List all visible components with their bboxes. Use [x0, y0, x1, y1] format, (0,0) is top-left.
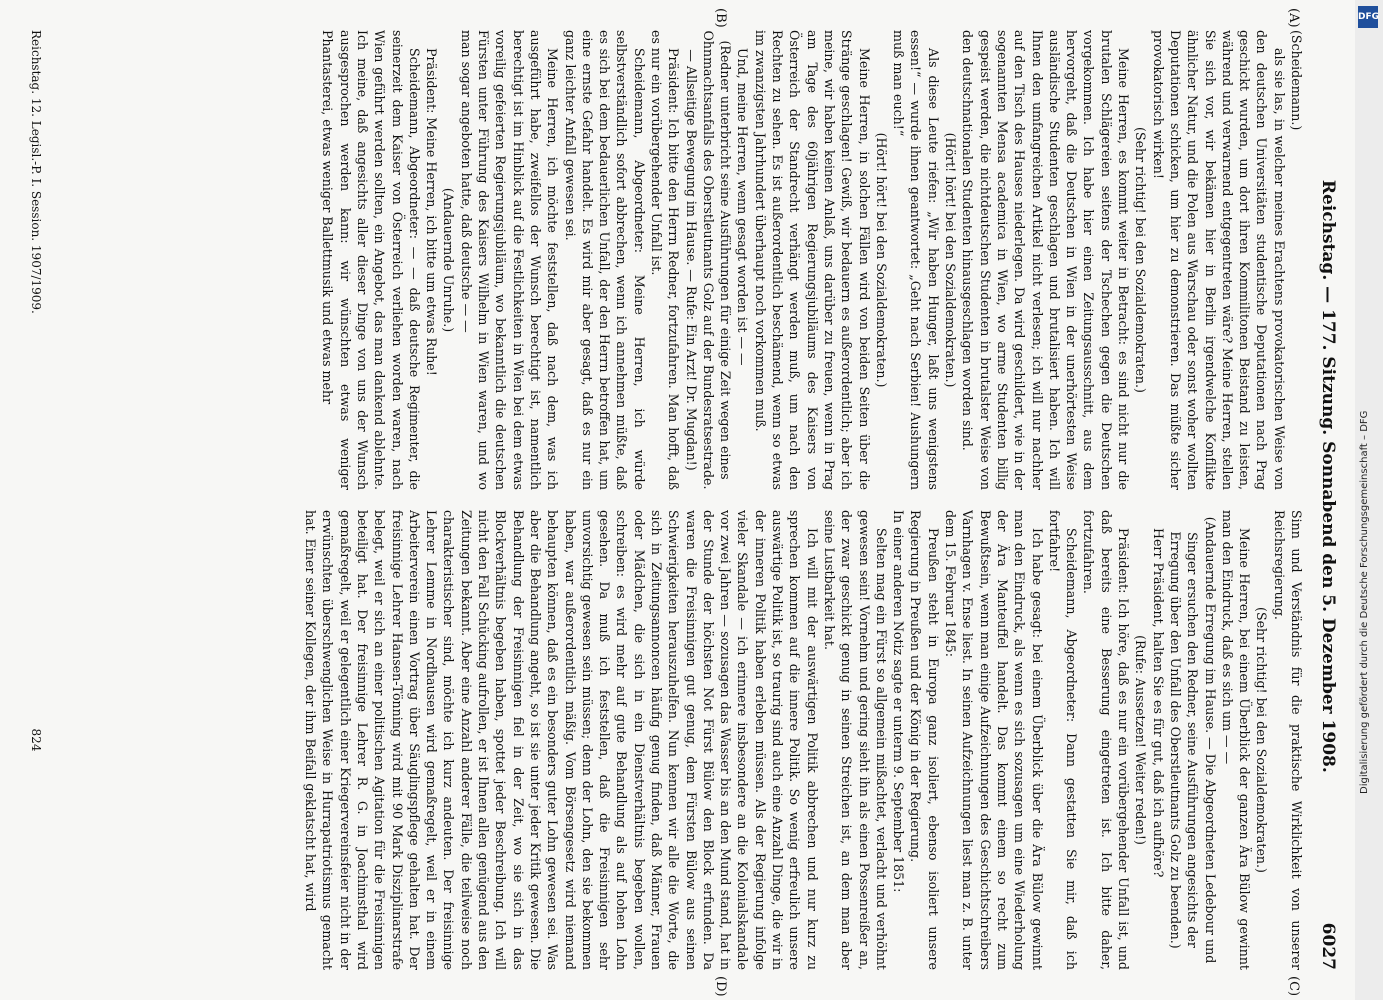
paragraph: als sie las, in welcher meines Erachtens provokatorischen Weise von den deutschen Universitäten studentische Deputationen nach Prag geschickt wurden, um dort ihren Kommilitonen Beistand zu leisten, während und verwarnend entgegentreten wäre? Meine Herren, stellen Sie sich vor, wir bekämen hier in Berlin irgendwelche Konflikte ähnlicher Natur, und die Polen aus Warschau oder sonst woher wollten Deputationen schicken, um hier zu demonstrieren. Das müßte sicher provokatorisch wirken! [1150, 30, 1287, 490]
interjection: (Andauernde Unruhe.) [441, 187, 457, 333]
paragraph: In einer anderen Notiz sagte er unterm 9. September 1851: [891, 510, 907, 893]
signature-number: 824 [29, 728, 43, 752]
speaker-paragraph: Scheidemann, Abgeordneter: Dann gestatten Sie mir, daß ich fortfahre! [1046, 510, 1080, 970]
paragraph: (Scheidemann.) [1289, 30, 1304, 131]
paragraph: Sinn und Verständnis für die praktische Wirklichkeit von unserer Reichsregierung. [1271, 510, 1304, 970]
speaker-paragraph: Scheidemann, Abgeordneter: — — daß deutsche Regimenter, die seinerzeit dem Kaiser von Österreich verliehen worden waren, nach Wien geführt werden sollten, ein Angebot, das man dankend ablehnte. Ich meine, daß angesichts aller dieser Dinge von uns der Wunsch ausgesprochen werden kann: wir wünschten etwas weniger Phantasterei, etwas weniger Ballettmusik und etwas mehr [320, 30, 422, 490]
paragraph: Und, meine Herren, wenn gesagt worden ist — — [735, 48, 751, 366]
paragraph: Meine Herren, ich möchte feststellen, daß nach dem, was ich ausgeführt habe, zweifellos der Wunsch berechtigt ist, namentlich berechtigt ist im Hinblick auf die Festlichkeiten in Wien bei dem etwas voreilig gefeierten Regierungsjubiläum, wo bekanntlich die deutschen Fürsten unter Führung des Kaisers Wilhelm in Wien waren, und wo man sogar angeboten hatte, daß deutsche — — [458, 30, 561, 490]
interjection: (Sehr richtig! bei den Sozialdemokraten.) [1254, 607, 1270, 873]
interjection: (Hört! hört! bei den Sozialdemokraten.) [873, 132, 889, 388]
paragraph: Meine Herren, es kommt weiter in Betracht: es sind nicht nur die brutalen Schlägereien seitens der Tschechen gegen die Deutschen vorgekommen. Ich habe hier einen Zeitungsausschnitt, aus dem hervorgeht, daß die Deutschen in Wien in der unerhörtesten Weise ausländische Studenten geschlagen und brutalisiert haben. Ich will Ihnen den umfangreichen Artikel nicht verlesen; ich will nur nachher auf den Tisch des Hauses niederlegen. Da wird geschildert, wie in der sogenannten Mensa academica in Wien, wo arme Studenten billig gespeist werden, die nichtdeutschen Studenten in brutalster Weise von den deutschnationalen Studenten hinausgeschlagen worden sind. [960, 30, 1132, 490]
president-remark: Präsident: Ich höre, daß es nur ein vorübergehender Unfall ist, und daß bereits eine Besserung eingetreten ist. Ich bitte daher, fortzufahren. [1081, 510, 1132, 970]
president-remark: Präsident: Meine Herren, ich bitte um etwas Ruhe! [424, 48, 440, 376]
quotation: Preußen steht in Europa ganz isoliert, ebenso isoliert unsere Regierung in Preußen und der König in der Regierung. [908, 510, 941, 970]
dfg-logo: DFG [1358, 6, 1378, 28]
stage-direction: (Redner unterbricht seine Ausführungen für einige Zeit wegen eines Ohnmachtsanfalls des Oberstleutnants Golz auf der Bundesratsestrade. — Allseitige Bewegung im Hause. — Rufe: Ein Arzt! Dr. Mugdan!) [683, 30, 734, 490]
margin-marker-b: (B) [713, 8, 728, 28]
paragraph: Meine Herren, bei einem Überblick der ganzen Ära Bülow gewinnt man den Eindruck, daß es sich um — — [1219, 510, 1253, 970]
president-remark: Präsident: Ich bitte den Herrn Redner, fortzufahren. Man hofft, daß es nur ein vorübergehender Unfall ist. [649, 30, 682, 490]
paragraph: Ich habe gesagt: bei einem Überblick über die Ära Bülow gewinnt man den Eindruck, als wenn es sich sozusagen um eine Wiederholung der Ära Manteuffel handelt. Das kommt einem so recht zum Bewußtsein, wenn man einige Aufzeichnungen des Geschichtschreibers Varnhagen v. Ense liest. In seinen Aufzeichnungen liest man z. B. unter dem 15. Februar 1845: [943, 510, 1045, 970]
paragraph: Herr Präsident, halten Sie es für gut, daß ich aufhöre? [1150, 528, 1166, 878]
interjection: (Hört! hört! bei den Sozialdemokraten.) [943, 132, 959, 388]
left-text-column [40, 30, 1305, 490]
page-header [1308, 30, 1348, 970]
right-text-column [40, 510, 1305, 970]
stage-direction: (Andauernde Erregung im Hause. — Die Abgeordneten Ledebour und Singer ersuchen den Redner, seine Ausführungen angesichts der Erregung über den Unfall des Oberstleutnants Golz zu beenden.) [1167, 516, 1218, 964]
interjection: (Sehr richtig! bei den Sozialdemokraten.) [1133, 127, 1149, 393]
funding-note: Digitalisierung gefördert durch die Deutsche Forschungsgemeinschaft – DFG [1359, 410, 1370, 794]
header-title: Reichstag. — 177. Sitzung. Sonnabend den 5. Dezember 1908. [1318, 179, 1338, 773]
speaker-paragraph: Scheidemann, Abgeordneter: Meine Herren, ich würde selbstverständlich sofort abbrechen, wenn ich annehmen müßte, daß es sich bei dem bedauerlichen Unfall, der den Herrn betroffen hat, um eine ernste Gefahr handelt. Es wird mir aber gesagt, daß es nur ein ganz leichter Anfall gewesen sei. [562, 30, 647, 490]
quotation: Selten mag ein Fürst so allgemein mißachtet, verlacht und verhöhnt gewesen sein! Vornehm und gering sieht ihn als einen Possenreißer an, der zwar geschickt genug in seinen Streichen ist, an dem man aber seine Lustbarkeit hat. [821, 510, 889, 970]
page-number: 6027 [1318, 922, 1338, 970]
margin-marker-c: (C) [1286, 976, 1301, 997]
paragraph: Als diese Leute riefen: „Wir haben Hunger, laßt uns wenigstens essen!“ — wurde ihnen geantwortet: „Geht nach Serbien! Aushungern muß man euch!“ [891, 30, 941, 490]
paragraph: Ich will mit der auswärtigen Politik abbrechen und nur kurz zu sprechen kommen auf die innere Politik. So wenig erfreulich unsere auswärtige Politik ist, so traurig sind auch eine Anzahl Dinge, die wir in der inneren Politik haben erleben müssen. Als der Regierung infolge vieler Skandale — ich erinnere insbesondere an die Kolonialskandale vor zwei Jahren — sozusagen das Wasser bis an den Mund stand, hat in der Stunde der höchsten Not Fürst Bülow den Block erfunden. Da waren die Freisinnigen gut genug, dem Fürsten Bülow aus seinen Schwierigkeiten herauszuhelfen. Nun kennen wir alle die Worte, die sich in Zeitungsannoncen häufig genug finden, daß Männer, Frauen oder Mädchen, die sich in ein Dienstverhältnis begeben wollen, schreiben: es wird mehr auf gute Behandlung als auf hohen Lohn gesehen. Da muß ich feststellen, daß die Freisinnigen sehr unvorsichtig gewesen sein müssen; denn der Lohn, den sie bekommen haben, war außerordentlich mäßig. Vom Börsengesetz wird niemand behaupten können, daß es ein besonders guter Lohn gewesen sei. Was aber die Behandlung angeht, so ist sie unter jeder Kritik gewesen. Die Behandlung der Freisinnigen fiel in der Zeit, wo sie sich in das Blockverhältnis begeben haben, spottet jeder Beschreibung. Ich will nicht den Fall Schücking aufrollen, er ist Ihnen allen genügend aus den Zeitungen bekannt. Aber eine Anzahl anderer Fälle, die teilweise noch charakteristischer sind, möchte ich kurz andeuten. Der freisinnige Lehrer Lemme in Nordhausen wird gemaßregelt, weil er in einem Arbeiterverein einen Vortrag über Säuglingspflege gehalten hat. Der freisinnige Lehrer Hansen-Tönning wird mit 90 Mark Disziplinarstrafe belegt, weil er sich an einer politischen Agitation für die Freisinnigen beteiligt hat. Der freisinnige Lehrer R. G. in Joachimsthal wird gemaßregelt, weil er gelegentlich einer Kriegervereinsfeier nicht in der erwünschten überschwenglichen Weise in Hurrapatriotismus gemacht hat. Einer seiner Kollegen, der ihm Beifall geklatscht hat, wird [303, 510, 820, 970]
interjection: (Rufe: Aussetzen! Weiter reden!) [1133, 635, 1149, 845]
page-footer: Reichstag. 12. Legisl.-P. I. Session. 1907/1909. [29, 30, 43, 314]
paragraph: Meine Herren, in solchen Fällen wird von beiden Seiten über die Stränge geschlagen! Gewiß, wir bedauern es außerordentlich; aber ich meine, wir haben keinen Anlaß, uns darüber zu freuen, wenn in Prag am Tage des 60jährigen Regierungsjubiläums des Kaisers von Österreich der Standrecht verhängt werden muß, um nach den Rechten zu sehen. Es ist außerordentlich beschämend, wenn so etwas im zwanzigsten Jahrhundert überhaupt noch vorkommen muß. [752, 30, 872, 490]
margin-marker-a: (A) [1286, 8, 1301, 28]
margin-marker-d: (D) [713, 976, 728, 997]
digitization-sidebar [1355, 0, 1383, 1000]
